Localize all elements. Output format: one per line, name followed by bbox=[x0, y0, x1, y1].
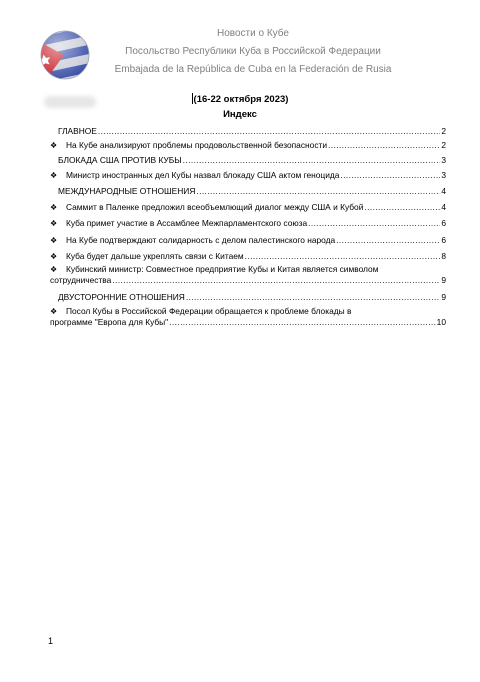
toc-entry[interactable]: ❖ Куба примет участие в Ассамблее Межпарламентского союза ..... 6 bbox=[50, 218, 446, 229]
toc-section[interactable]: ГЛАВНОЕ ..... 2 bbox=[50, 126, 446, 137]
diamond-bullet-icon: ❖ bbox=[50, 252, 58, 261]
toc-page-number: 2 bbox=[441, 140, 446, 150]
diamond-bullet-icon: ❖ bbox=[50, 236, 58, 245]
header-title: Новости о Кубе bbox=[217, 28, 289, 39]
toc-section[interactable]: БЛОКАДА США ПРОТИВ КУБЫ ..... 3 bbox=[50, 155, 446, 166]
page-number: 1 bbox=[48, 636, 54, 646]
toc-entry[interactable]: ❖ На Кубе анализируют проблемы продовольственной безопасности ..... 2 bbox=[50, 140, 446, 151]
diamond-bullet-icon: ❖ bbox=[50, 219, 58, 228]
toc-entry[interactable]: ❖ Саммит в Паленке предложил всеобъемлющий диалог между США и Кубой ..... 4 bbox=[50, 202, 446, 213]
toc-entry[interactable]: ❖ Кубинский министр: Совместное предприятие Кубы и Китая является символом сотрудничества ..... 9 bbox=[50, 264, 446, 286]
toc-page-number: 4 bbox=[441, 202, 446, 212]
diamond-bullet-icon: ❖ bbox=[50, 307, 58, 316]
diamond-bullet-icon: ❖ bbox=[50, 203, 58, 212]
toc-page-number: 9 bbox=[441, 275, 446, 285]
toc-page-number: 10 bbox=[436, 317, 446, 327]
toc-page-number: 6 bbox=[441, 235, 446, 245]
toc-entry[interactable]: ❖ На Кубе подтверждают солидарность с делом палестинского народа ..... 6 bbox=[50, 235, 446, 246]
toc-entry[interactable]: ❖ Министр иностранных дел Кубы назвал блокаду США актом геноцида ..... 3 bbox=[50, 170, 446, 181]
toc-page-number: 8 bbox=[441, 251, 446, 261]
cuban-flag-emblem-icon bbox=[38, 28, 92, 82]
header-embassy-es: Embajada de la República de Cuba en la Federación de Rusia bbox=[114, 64, 392, 75]
toc-entry[interactable]: ❖ Посол Кубы в Российской Федерации обращается к проблеме блокады в программе "Европа для Кубы" ..... 10 bbox=[50, 306, 446, 328]
toc-page-number: 2 bbox=[441, 126, 446, 136]
toc-page-number: 4 bbox=[441, 186, 446, 196]
index-title: Индекс bbox=[223, 109, 257, 120]
diamond-bullet-icon: ❖ bbox=[50, 141, 58, 150]
toc-section[interactable]: ДВУСТОРОННИЕ ОТНОШЕНИЯ ..... 9 bbox=[50, 292, 446, 303]
text-cursor bbox=[192, 93, 193, 104]
toc-page-number: 6 bbox=[441, 218, 446, 228]
toc-entry[interactable]: ❖ Куба будет дальше укреплять связи с Китаем ..... 8 bbox=[50, 251, 446, 262]
toc-page-number: 9 bbox=[441, 292, 446, 302]
toc-section[interactable]: МЕЖДУНАРОДНЫЕ ОТНОШЕНИЯ ..... 4 bbox=[50, 186, 446, 197]
header-embassy-ru: Посольство Республики Куба в Российской Федерации bbox=[125, 46, 381, 57]
toc-page-number: 3 bbox=[441, 155, 446, 165]
diamond-bullet-icon: ❖ bbox=[50, 171, 58, 180]
toc-page-number: 3 bbox=[441, 170, 446, 180]
date-range: (16-22 октября 2023) bbox=[193, 94, 289, 105]
diamond-bullet-icon: ❖ bbox=[50, 265, 58, 274]
